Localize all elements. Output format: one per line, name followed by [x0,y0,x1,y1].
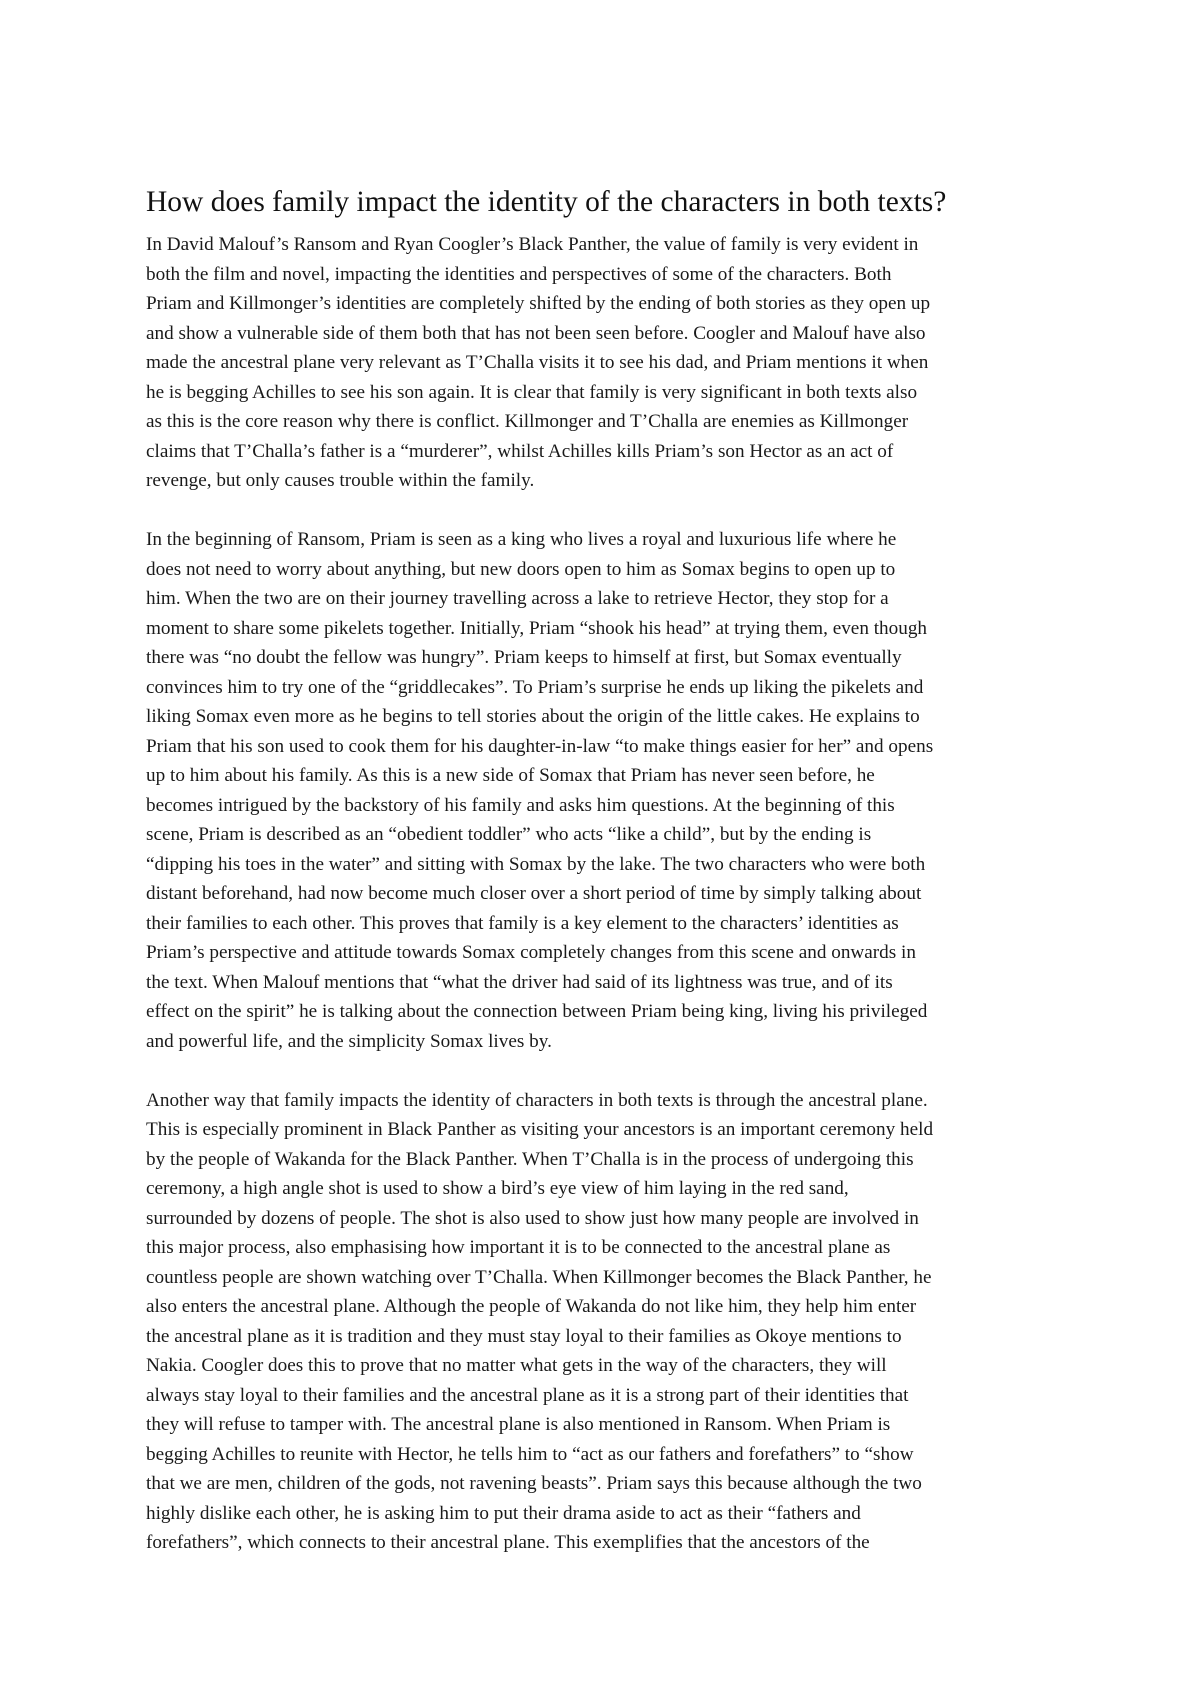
essay-title: How does family impact the identity of the characters in both texts? [146,186,947,218]
text-line: liking Somax even more as he begins to tell stories about the origin of the little cakes. He explains to [146,706,920,727]
text-line: forefathers”, which connects to their ancestral plane. This exemplifies that the ancestors of the [146,1532,870,1553]
essay-paragraph [146,525,1086,1056]
text-line: that we are men, children of the gods, not ravening beasts”. Priam says this because although the two [146,1473,922,1494]
text-line: revenge, but only causes trouble within the family. [146,470,535,491]
text-line: always stay loyal to their families and the ancestral plane as it is a strong part of their identities that [146,1384,909,1406]
text-line: does not need to worry about anything, but new doors open to him as Somax begins to open up to [146,558,896,580]
text-line: the text. When Malouf mentions that “what the driver had said of its lightness was true, and of its [146,971,893,993]
text-line: also enters the ancestral plane. Although the people of Wakanda do not like him, they help him enter [146,1296,917,1317]
text-line: him. When the two are on their journey travelling across a lake to retrieve Hector, they stop for a [146,588,889,609]
essay-body [146,230,1086,1587]
text-line: up to him about his family. As this is a new side of Somax that Priam has never seen before, he [146,765,875,786]
text-line: In David Malouf’s Ransom and Ryan Coogler’s Black Panther, the value of family is very evident in [146,234,919,255]
text-line: In the beginning of Ransom, Priam is seen as a king who lives a royal and luxurious life where he [146,529,897,550]
text-line: highly dislike each other, he is asking him to put their drama aside to act as their “fathers and [146,1502,861,1524]
text-line: and show a vulnerable side of them both that has not been seen before. Coogler and Malouf have also [146,322,926,344]
text-line: This is especially prominent in Black Panther as visiting your ancestors is an important ceremony held [146,1119,934,1140]
text-line: surrounded by dozens of people. The shot is also used to show just how many people are involved in [146,1207,919,1229]
text-line: scene, Priam is described as an “obedient toddler” who acts “like a child”, but by the ending is [146,824,872,845]
text-line: distant beforehand, had now become much closer over a short period of time by simply talking about [146,883,922,904]
text-line: as this is the core reason why there is conflict. Killmonger and T’Challa are enemies as Killmonger [146,411,909,432]
text-line: Priam that his son used to cook them for his daughter-in-law “to make things easier for her” and opens [146,735,934,757]
text-line: becomes intrigued by the backstory of his family and asks him questions. At the beginning of this [146,794,895,816]
text-line: by the people of Wakanda for the Black Panther. When T’Challa is in the process of undergoing this [146,1148,914,1170]
text-line: ceremony, a high angle shot is used to show a bird’s eye view of him laying in the red sand, [146,1178,849,1199]
text-line: countless people are shown watching over T’Challa. When Killmonger becomes the Black Panther, he [146,1266,932,1288]
text-line: made the ancestral plane very relevant as T’Challa visits it to see his dad, and Priam mentions it when [146,352,929,373]
text-line: they will refuse to tamper with. The ancestral plane is also mentioned in Ransom. When Priam is [146,1414,891,1435]
essay-paragraph [146,230,1086,496]
text-line: claims that T’Challa’s father is a “murderer”, whilst Achilles kills Priam’s son Hector as an act of [146,440,894,462]
text-line: moment to share some pikelets together. Initially, Priam “shook his head” at trying them, even though [146,617,928,639]
text-line: he is begging Achilles to see his son again. It is clear that family is very significant in both texts also [146,381,918,403]
text-line: this major process, also emphasising how important it is to be connected to the ancestral plane as [146,1237,891,1258]
text-line: the ancestral plane as it is tradition and they must stay loyal to their families as Okoye mentions to [146,1325,902,1347]
text-line: Nakia. Coogler does this to prove that no matter what gets in the way of the characters, they will [146,1355,887,1376]
text-line: there was “no doubt the fellow was hungry”. Priam keeps to himself at first, but Somax eventually [146,647,902,668]
text-line: begging Achilles to reunite with Hector, he tells him to “act as our fathers and forefathers” to “show [146,1443,914,1465]
text-line: convinces him to try one of the “griddlecakes”. To Priam’s surprise he ends up liking the pikelets and [146,676,924,698]
text-line: their families to each other. This proves that family is a key element to the characters’ identities as [146,912,899,934]
text-line: Another way that family impacts the identity of characters in both texts is through the ancestral plane. [146,1089,928,1111]
text-line: and powerful life, and the simplicity Somax lives by. [146,1030,552,1052]
text-line: Priam and Killmonger’s identities are completely shifted by the ending of both stories as they open up [146,293,931,314]
text-line: effect on the spirit” he is talking about the connection between Priam being king, living his privileged [146,1001,928,1022]
text-line: Priam’s perspective and attitude towards Somax completely changes from this scene and onwards in [146,942,916,963]
text-line: both the film and novel, impacting the identities and perspectives of some of the characters. Both [146,263,892,285]
essay-paragraph [146,1086,1086,1558]
text-line: “dipping his toes in the water” and sitting with Somax by the lake. The two characters who were both [146,853,926,875]
